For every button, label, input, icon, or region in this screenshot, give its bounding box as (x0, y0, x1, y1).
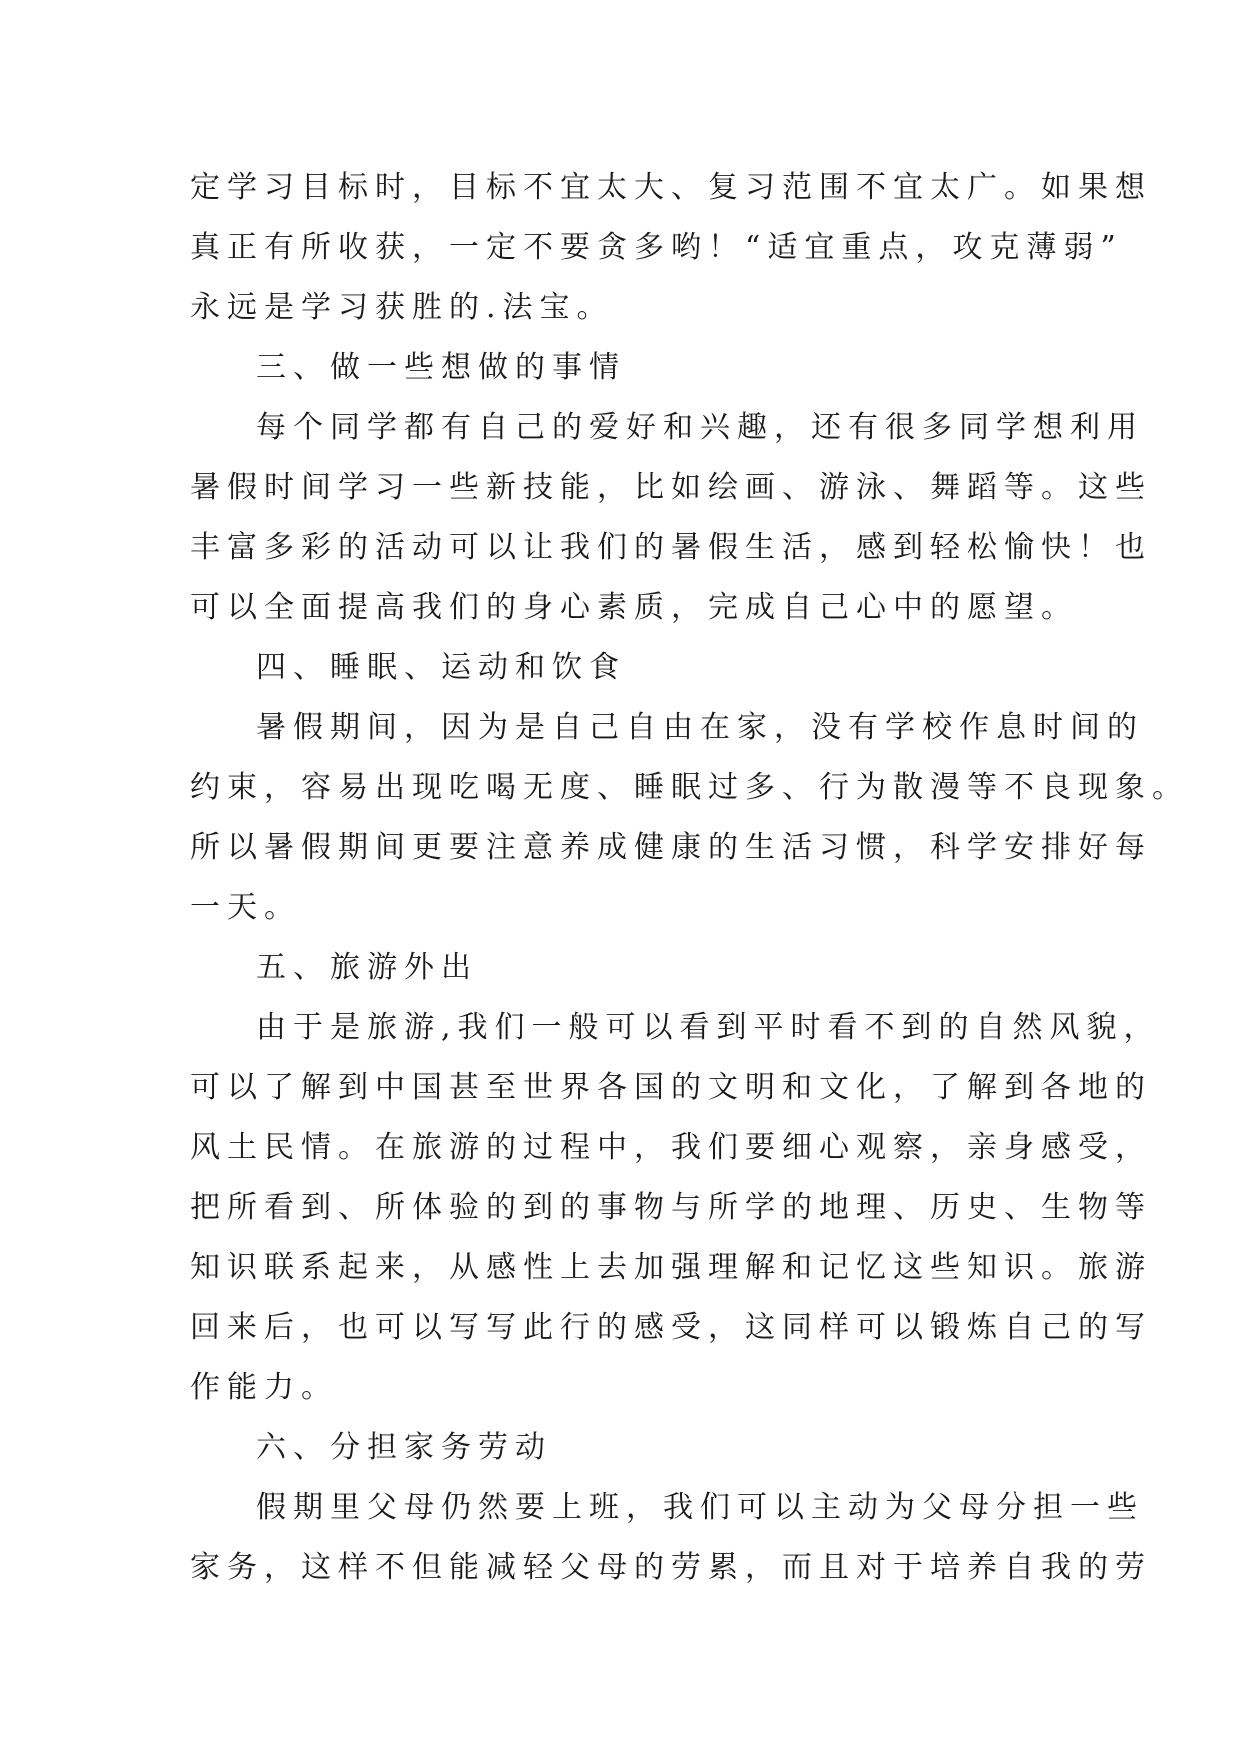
text-line: 把所看到、所体验的到的事物与所学的地理、历史、生物等 (190, 1190, 1152, 1225)
text-line: 丰富多彩的活动可以让我们的暑假生活，感到轻松愉快！也 (190, 530, 1152, 565)
text-line: 作能力。 (190, 1370, 338, 1405)
text-line: 所以暑假期间更要注意养成健康的生活习惯，科学安排好每 (190, 830, 1152, 865)
text-line: 假期里父母仍然要上班，我们可以主动为父母分担一些 (256, 1490, 1144, 1525)
text-line: 由于是旅游,我们一般可以看到平时看不到的自然风貌， (256, 1010, 1161, 1045)
text-line: 知识联系起来，从感性上去加强理解和记忆这些知识。旅游 (190, 1250, 1152, 1285)
text-line: 真正有所收获，一定不要贪多哟！“适宜重点，攻克薄弱” (190, 230, 1123, 265)
text-line: 可以了解到中国甚至世界各国的文明和文化，了解到各地的 (190, 1070, 1152, 1105)
text-line: 约束，容易出现吃喝无度、睡眠过多、行为散漫等不良现象。 (190, 770, 1189, 805)
document-body (190, 158, 1189, 1598)
section-heading: 五、旅游外出 (256, 950, 478, 985)
section-heading: 三、做一些想做的事情 (256, 350, 626, 385)
text-line: 每个同学都有自己的爱好和兴趣，还有很多同学想利用 (256, 410, 1144, 445)
text-line: 暑假期间，因为是自己自由在家，没有学校作息时间的 (256, 710, 1144, 745)
text-line: 家务，这样不但能减轻父母的劳累，而且对于培养自我的劳 (190, 1550, 1152, 1585)
text-line: 暑假时间学习一些新技能，比如绘画、游泳、舞蹈等。这些 (190, 470, 1152, 505)
text-line: 定学习目标时，目标不宜太大、复习范围不宜太广。如果想 (190, 170, 1152, 205)
text-line: 永远是学习获胜的.法宝。 (190, 290, 614, 325)
section-heading: 四、睡眠、运动和饮食 (256, 650, 626, 685)
text-line: 可以全面提高我们的身心素质，完成自己心中的愿望。 (190, 590, 1078, 625)
text-line: 风土民情。在旅游的过程中，我们要细心观察，亲身感受， (190, 1130, 1152, 1165)
section-heading: 六、分担家务劳动 (256, 1430, 552, 1465)
text-line: 回来后，也可以写写此行的感受，这同样可以锻炼自己的写 (190, 1310, 1152, 1345)
text-line: 一天。 (190, 890, 301, 925)
